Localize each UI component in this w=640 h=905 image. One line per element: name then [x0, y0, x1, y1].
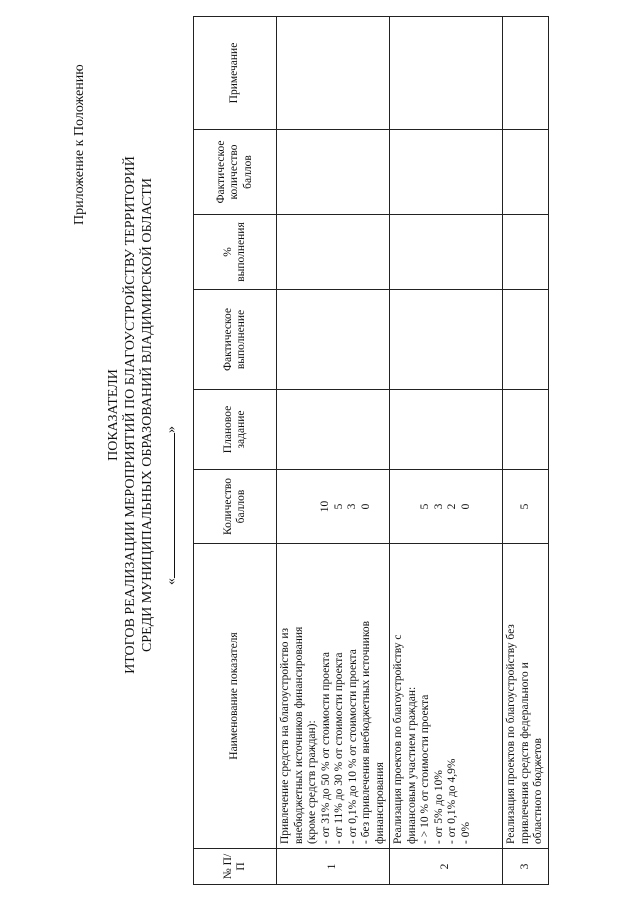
row-note	[503, 17, 549, 130]
header-actual: Фактическое выполнение	[194, 290, 277, 390]
row-name	[277, 544, 390, 849]
row-actual-points	[277, 130, 390, 215]
open-quote: «	[164, 578, 179, 585]
row-plan	[390, 390, 503, 470]
name-line: Реализация проектов по благоустройству без	[505, 624, 517, 844]
header-name: Наименование показателя	[194, 544, 277, 849]
title-line-2: ИТОГОВ РЕАЛИЗАЦИИ МЕРОПРИЯТИЙ ПО БЛАГОУСТРОЙСТВУ ТЕРРИТОРИЙ	[123, 156, 138, 674]
point-value: 0	[459, 503, 472, 510]
name-line: - от 5% до 10%	[432, 770, 445, 844]
table-row	[277, 17, 390, 885]
name-line: внебюджетных источников финансирования	[292, 626, 305, 844]
point-value: 0	[359, 503, 372, 510]
row-actual	[390, 290, 503, 390]
date-line	[162, 426, 180, 585]
name-line: финансирования	[373, 762, 386, 844]
date-blank	[162, 433, 175, 578]
row-plan	[503, 390, 549, 470]
point-value: 3	[432, 503, 445, 510]
name-line: областного бюджетов	[532, 738, 544, 844]
name-line: - от 0,1% до 10 % от стоимости проекта	[346, 649, 359, 844]
row-num: 2	[390, 849, 503, 885]
name-line: - > 10 % от стоимости проекта	[419, 694, 431, 844]
point-value: 5	[332, 503, 345, 510]
row-points	[277, 470, 390, 544]
close-quote: »	[164, 426, 179, 433]
header-num: № П/П	[194, 849, 277, 885]
row-num: 1	[277, 849, 390, 885]
document-title	[105, 125, 156, 705]
name-line: - от 31% до 50 % от стоимости проекта	[319, 652, 332, 844]
title-line-1: ПОКАЗАТЕЛИ	[106, 369, 121, 461]
header-note: Примечание	[194, 17, 277, 130]
header-percent: % выполнения	[194, 215, 277, 290]
header-points: Количество баллов	[194, 470, 277, 544]
name-line: привлечения средств федерального и	[518, 662, 531, 844]
row-name	[503, 544, 549, 849]
table-header-row	[194, 17, 277, 885]
row-actual-points	[390, 130, 503, 215]
name-line: - от 0,1% до 4,9%	[446, 758, 458, 844]
row-plan	[277, 390, 390, 470]
row-percent	[503, 215, 549, 290]
row-points	[390, 470, 503, 544]
point-value: 5	[519, 503, 531, 510]
name-line: финансовым участием граждан:	[405, 686, 418, 844]
name-line: - от 11% до 30 % от стоимости проекта	[333, 652, 345, 844]
table-row	[503, 17, 549, 885]
name-line: - без привлечения внебюджетных источников	[360, 620, 372, 844]
row-note	[277, 17, 390, 130]
point-value: 10	[319, 500, 331, 513]
name-line: (кроме средств граждан):	[306, 720, 318, 844]
point-value: 3	[346, 503, 358, 510]
name-line: - 0%	[459, 821, 472, 844]
row-actual	[277, 290, 390, 390]
point-value: 2	[446, 503, 458, 510]
name-line: Привлечение средств на благоустройство из	[279, 627, 291, 844]
table-row	[390, 17, 503, 885]
row-points	[503, 470, 549, 544]
row-percent	[390, 215, 503, 290]
point-value: 5	[419, 503, 431, 510]
row-actual	[503, 290, 549, 390]
row-num: 3	[503, 849, 549, 885]
header-plan: Плановое задание	[194, 390, 277, 470]
header-actual-points: Фактическое количество баллов	[194, 130, 277, 215]
row-percent	[277, 215, 390, 290]
row-note	[390, 17, 503, 130]
name-line: Реализация проектов по благоустройству с	[392, 634, 404, 844]
row-actual-points	[503, 130, 549, 215]
title-line-3: СРЕДИ МУНИЦИПАЛЬНЫХ ОБРАЗОВАНИЙ ВЛАДИМИРСКОЙ ОБЛАСТИ	[140, 177, 155, 653]
row-name	[390, 544, 503, 849]
indicators-table	[193, 16, 549, 885]
appendix-label: Приложение к Положению	[72, 64, 87, 225]
